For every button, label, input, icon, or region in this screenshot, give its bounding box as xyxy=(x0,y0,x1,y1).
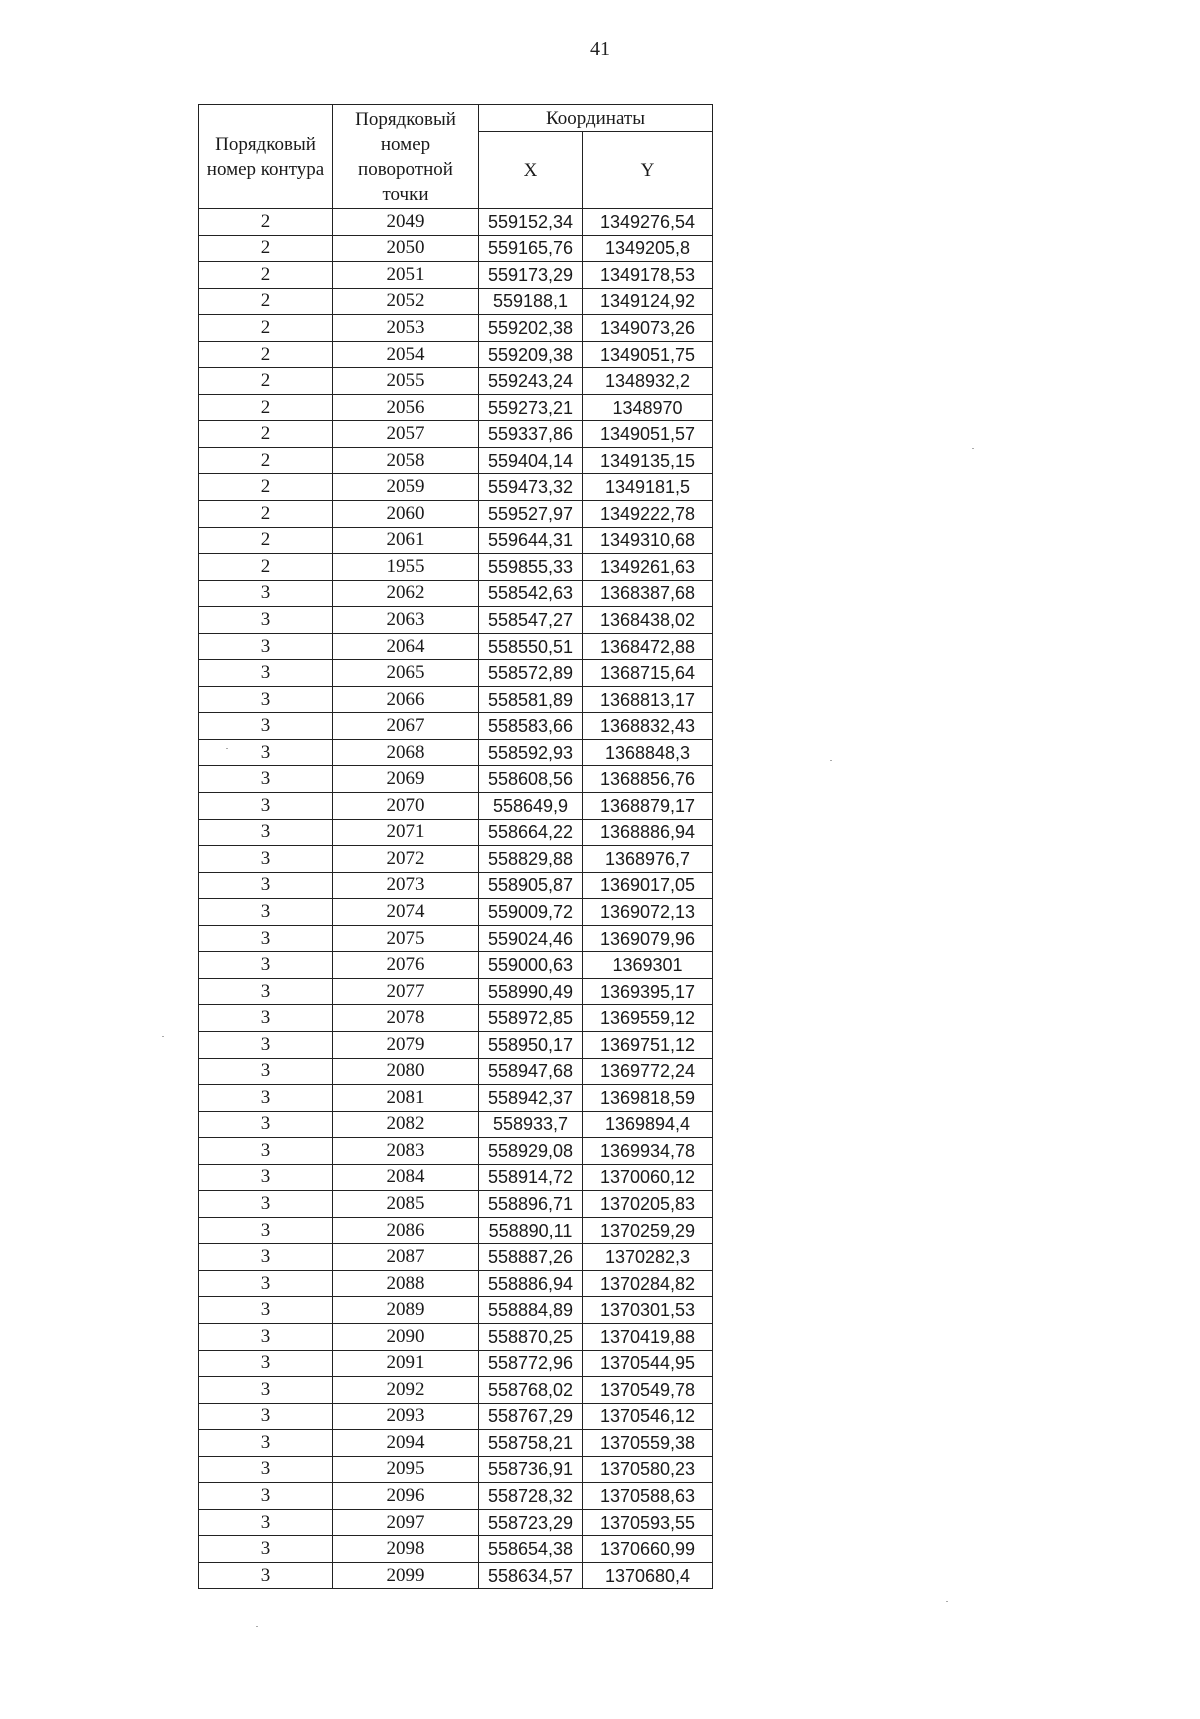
scan-speck xyxy=(972,448,974,449)
cell-y: 1348932,2 xyxy=(583,368,713,395)
cell-contour-number: 3 xyxy=(199,1297,333,1324)
table-row xyxy=(199,1164,713,1191)
cell-contour-number: 2 xyxy=(199,262,333,289)
cell-contour-number: 3 xyxy=(199,952,333,979)
cell-x: 558583,66 xyxy=(479,713,583,740)
cell-point-number: 2070 xyxy=(333,793,479,820)
cell-y: 1368848,3 xyxy=(583,739,713,766)
cell-point-number: 2071 xyxy=(333,819,479,846)
cell-point-number: 2089 xyxy=(333,1297,479,1324)
cell-x: 558723,29 xyxy=(479,1509,583,1536)
table-row xyxy=(199,209,713,236)
header-contour-number: Порядковый номер контура xyxy=(199,105,333,209)
cell-contour-number: 3 xyxy=(199,1138,333,1165)
cell-contour-number: 3 xyxy=(199,1456,333,1483)
cell-contour-number: 3 xyxy=(199,899,333,926)
cell-contour-number: 2 xyxy=(199,315,333,342)
cell-y: 1369395,17 xyxy=(583,978,713,1005)
cell-point-number: 2079 xyxy=(333,1031,479,1058)
table-row xyxy=(199,1058,713,1085)
cell-x: 558592,93 xyxy=(479,739,583,766)
table-row xyxy=(199,766,713,793)
table-row xyxy=(199,1244,713,1271)
cell-x: 558890,11 xyxy=(479,1217,583,1244)
cell-y: 1349222,78 xyxy=(583,501,713,528)
table-row xyxy=(199,1403,713,1430)
scan-speck xyxy=(226,748,228,749)
cell-y: 1368715,64 xyxy=(583,660,713,687)
cell-y: 1368438,02 xyxy=(583,607,713,634)
cell-contour-number: 3 xyxy=(199,793,333,820)
cell-y: 1370549,78 xyxy=(583,1377,713,1404)
table-row xyxy=(199,1138,713,1165)
cell-point-number: 2058 xyxy=(333,447,479,474)
cell-x: 558664,22 xyxy=(479,819,583,846)
cell-point-number: 2094 xyxy=(333,1430,479,1457)
cell-y: 1369934,78 xyxy=(583,1138,713,1165)
table-row xyxy=(199,341,713,368)
cell-y: 1370593,55 xyxy=(583,1509,713,1536)
cell-point-number: 2093 xyxy=(333,1403,479,1430)
table-row xyxy=(199,846,713,873)
cell-y: 1369894,4 xyxy=(583,1111,713,1138)
cell-x: 559473,32 xyxy=(479,474,583,501)
scan-speck xyxy=(946,1601,948,1602)
table-row xyxy=(199,1509,713,1536)
cell-x: 559173,29 xyxy=(479,262,583,289)
cell-point-number: 2062 xyxy=(333,580,479,607)
cell-point-number: 2084 xyxy=(333,1164,479,1191)
cell-point-number: 2083 xyxy=(333,1138,479,1165)
cell-point-number: 2096 xyxy=(333,1483,479,1510)
cell-x: 559000,63 xyxy=(479,952,583,979)
cell-contour-number: 3 xyxy=(199,1058,333,1085)
table-row xyxy=(199,421,713,448)
table-row xyxy=(199,501,713,528)
cell-y: 1368472,88 xyxy=(583,633,713,660)
cell-x: 558767,29 xyxy=(479,1403,583,1430)
cell-y: 1370580,23 xyxy=(583,1456,713,1483)
cell-point-number: 2049 xyxy=(333,209,479,236)
table-row xyxy=(199,262,713,289)
table-row xyxy=(199,872,713,899)
table-row xyxy=(199,952,713,979)
cell-y: 1370259,29 xyxy=(583,1217,713,1244)
cell-x: 558972,85 xyxy=(479,1005,583,1032)
cell-point-number: 2074 xyxy=(333,899,479,926)
cell-y: 1349261,63 xyxy=(583,554,713,581)
cell-contour-number: 3 xyxy=(199,1005,333,1032)
cell-y: 1349073,26 xyxy=(583,315,713,342)
cell-contour-number: 3 xyxy=(199,1191,333,1218)
cell-x: 559404,14 xyxy=(479,447,583,474)
table-header xyxy=(199,105,713,209)
cell-contour-number: 3 xyxy=(199,925,333,952)
cell-point-number: 2075 xyxy=(333,925,479,952)
table-row xyxy=(199,1085,713,1112)
cell-y: 1369751,12 xyxy=(583,1031,713,1058)
cell-x: 558947,68 xyxy=(479,1058,583,1085)
cell-contour-number: 2 xyxy=(199,474,333,501)
table-row xyxy=(199,1191,713,1218)
table-row xyxy=(199,899,713,926)
cell-point-number: 2085 xyxy=(333,1191,479,1218)
cell-y: 1370419,88 xyxy=(583,1323,713,1350)
table-row xyxy=(199,1111,713,1138)
cell-contour-number: 2 xyxy=(199,288,333,315)
cell-contour-number: 2 xyxy=(199,421,333,448)
cell-x: 558581,89 xyxy=(479,686,583,713)
cell-x: 559188,1 xyxy=(479,288,583,315)
table-row xyxy=(199,978,713,1005)
cell-point-number: 2061 xyxy=(333,527,479,554)
cell-point-number: 2056 xyxy=(333,394,479,421)
cell-contour-number: 3 xyxy=(199,607,333,634)
cell-point-number: 2088 xyxy=(333,1270,479,1297)
cell-point-number: 2065 xyxy=(333,660,479,687)
cell-contour-number: 2 xyxy=(199,527,333,554)
cell-y: 1370680,4 xyxy=(583,1562,713,1589)
cell-point-number: 2066 xyxy=(333,686,479,713)
table-row xyxy=(199,1270,713,1297)
page-number: 41 xyxy=(590,38,610,60)
cell-contour-number: 2 xyxy=(199,209,333,236)
cell-contour-number: 2 xyxy=(199,554,333,581)
cell-point-number: 2060 xyxy=(333,501,479,528)
cell-y: 1349276,54 xyxy=(583,209,713,236)
table-row xyxy=(199,1483,713,1510)
table-row xyxy=(199,394,713,421)
cell-y: 1369072,13 xyxy=(583,899,713,926)
cell-x: 559644,31 xyxy=(479,527,583,554)
cell-contour-number: 3 xyxy=(199,633,333,660)
cell-x: 558649,9 xyxy=(479,793,583,820)
header-coordinates: Координаты xyxy=(479,105,713,132)
cell-point-number: 2054 xyxy=(333,341,479,368)
cell-x: 559337,86 xyxy=(479,421,583,448)
cell-y: 1368832,43 xyxy=(583,713,713,740)
cell-x: 558950,17 xyxy=(479,1031,583,1058)
cell-x: 559202,38 xyxy=(479,315,583,342)
table-row xyxy=(199,713,713,740)
cell-x: 559009,72 xyxy=(479,899,583,926)
cell-contour-number: 3 xyxy=(199,1111,333,1138)
cell-y: 1370588,63 xyxy=(583,1483,713,1510)
cell-y: 1368886,94 xyxy=(583,819,713,846)
table-row xyxy=(199,527,713,554)
cell-point-number: 2087 xyxy=(333,1244,479,1271)
cell-y: 1370546,12 xyxy=(583,1403,713,1430)
cell-point-number: 2063 xyxy=(333,607,479,634)
table-row xyxy=(199,1217,713,1244)
cell-point-number: 2091 xyxy=(333,1350,479,1377)
table-row xyxy=(199,474,713,501)
cell-contour-number: 3 xyxy=(199,978,333,1005)
cell-contour-number: 2 xyxy=(199,341,333,368)
cell-contour-number: 3 xyxy=(199,846,333,873)
cell-point-number: 2067 xyxy=(333,713,479,740)
table-row xyxy=(199,686,713,713)
table-row xyxy=(199,447,713,474)
cell-contour-number: 2 xyxy=(199,394,333,421)
cell-x: 558736,91 xyxy=(479,1456,583,1483)
cell-point-number: 2086 xyxy=(333,1217,479,1244)
cell-y: 1368813,17 xyxy=(583,686,713,713)
table-row xyxy=(199,1350,713,1377)
cell-y: 1349051,75 xyxy=(583,341,713,368)
cell-contour-number: 3 xyxy=(199,1483,333,1510)
cell-y: 1370544,95 xyxy=(583,1350,713,1377)
cell-y: 1368856,76 xyxy=(583,766,713,793)
cell-y: 1370284,82 xyxy=(583,1270,713,1297)
cell-y: 1368976,7 xyxy=(583,846,713,873)
cell-x: 558884,89 xyxy=(479,1297,583,1324)
cell-contour-number: 2 xyxy=(199,235,333,262)
cell-contour-number: 3 xyxy=(199,1509,333,1536)
cell-x: 558905,87 xyxy=(479,872,583,899)
cell-y: 1370282,3 xyxy=(583,1244,713,1271)
cell-contour-number: 3 xyxy=(199,819,333,846)
cell-contour-number: 3 xyxy=(199,1562,333,1589)
cell-y: 1349051,57 xyxy=(583,421,713,448)
table-row xyxy=(199,580,713,607)
cell-y: 1369818,59 xyxy=(583,1085,713,1112)
cell-contour-number: 3 xyxy=(199,660,333,687)
cell-contour-number: 3 xyxy=(199,766,333,793)
cell-point-number: 2082 xyxy=(333,1111,479,1138)
cell-contour-number: 3 xyxy=(199,1031,333,1058)
cell-x: 558914,72 xyxy=(479,1164,583,1191)
cell-x: 558634,57 xyxy=(479,1562,583,1589)
table-row xyxy=(199,739,713,766)
header-turning-point-number: Порядковый номер поворотной точки xyxy=(333,105,479,209)
cell-y: 1368387,68 xyxy=(583,580,713,607)
table-row xyxy=(199,793,713,820)
cell-x: 559024,46 xyxy=(479,925,583,952)
header-y: Y xyxy=(583,132,713,209)
cell-x: 558886,94 xyxy=(479,1270,583,1297)
cell-x: 559243,24 xyxy=(479,368,583,395)
table-row xyxy=(199,1005,713,1032)
cell-point-number: 2069 xyxy=(333,766,479,793)
table-row xyxy=(199,1430,713,1457)
cell-contour-number: 3 xyxy=(199,739,333,766)
table-row xyxy=(199,660,713,687)
cell-y: 1370060,12 xyxy=(583,1164,713,1191)
cell-x: 558942,37 xyxy=(479,1085,583,1112)
cell-point-number: 2055 xyxy=(333,368,479,395)
cell-x: 558768,02 xyxy=(479,1377,583,1404)
cell-y: 1369559,12 xyxy=(583,1005,713,1032)
table-row xyxy=(199,368,713,395)
table-row xyxy=(199,819,713,846)
cell-y: 1369772,24 xyxy=(583,1058,713,1085)
cell-contour-number: 3 xyxy=(199,1536,333,1563)
cell-x: 558550,51 xyxy=(479,633,583,660)
table-row xyxy=(199,554,713,581)
cell-x: 558933,7 xyxy=(479,1111,583,1138)
cell-x: 558772,96 xyxy=(479,1350,583,1377)
cell-contour-number: 3 xyxy=(199,1244,333,1271)
cell-y: 1368879,17 xyxy=(583,793,713,820)
cell-point-number: 1955 xyxy=(333,554,479,581)
cell-point-number: 2095 xyxy=(333,1456,479,1483)
cell-point-number: 2098 xyxy=(333,1536,479,1563)
scan-speck xyxy=(162,1036,164,1037)
cell-x: 559209,38 xyxy=(479,341,583,368)
cell-y: 1370660,99 xyxy=(583,1536,713,1563)
table-row xyxy=(199,288,713,315)
cell-y: 1349178,53 xyxy=(583,262,713,289)
cell-x: 558929,08 xyxy=(479,1138,583,1165)
table-row xyxy=(199,1323,713,1350)
cell-contour-number: 3 xyxy=(199,1403,333,1430)
cell-y: 1370301,53 xyxy=(583,1297,713,1324)
cell-point-number: 2072 xyxy=(333,846,479,873)
cell-x: 558547,27 xyxy=(479,607,583,634)
cell-x: 559273,21 xyxy=(479,394,583,421)
cell-y: 1349181,5 xyxy=(583,474,713,501)
cell-x: 558654,38 xyxy=(479,1536,583,1563)
table-row xyxy=(199,1456,713,1483)
cell-x: 559165,76 xyxy=(479,235,583,262)
cell-y: 1369017,05 xyxy=(583,872,713,899)
cell-x: 558887,26 xyxy=(479,1244,583,1271)
cell-point-number: 2078 xyxy=(333,1005,479,1032)
cell-contour-number: 3 xyxy=(199,1377,333,1404)
table-row xyxy=(199,1536,713,1563)
cell-y: 1349310,68 xyxy=(583,527,713,554)
cell-contour-number: 3 xyxy=(199,872,333,899)
cell-point-number: 2092 xyxy=(333,1377,479,1404)
cell-point-number: 2077 xyxy=(333,978,479,1005)
cell-contour-number: 2 xyxy=(199,368,333,395)
cell-point-number: 2080 xyxy=(333,1058,479,1085)
cell-y: 1348970 xyxy=(583,394,713,421)
scan-speck xyxy=(256,1626,258,1627)
cell-contour-number: 3 xyxy=(199,1217,333,1244)
cell-x: 558829,88 xyxy=(479,846,583,873)
cell-point-number: 2053 xyxy=(333,315,479,342)
cell-y: 1369079,96 xyxy=(583,925,713,952)
cell-contour-number: 3 xyxy=(199,713,333,740)
cell-x: 558542,63 xyxy=(479,580,583,607)
table-row xyxy=(199,633,713,660)
cell-contour-number: 3 xyxy=(199,1164,333,1191)
cell-x: 558870,25 xyxy=(479,1323,583,1350)
cell-x: 558608,56 xyxy=(479,766,583,793)
table-row xyxy=(199,1562,713,1589)
table-row xyxy=(199,1377,713,1404)
cell-contour-number: 3 xyxy=(199,1350,333,1377)
cell-point-number: 2059 xyxy=(333,474,479,501)
cell-contour-number: 3 xyxy=(199,1430,333,1457)
cell-point-number: 2081 xyxy=(333,1085,479,1112)
header-x: X xyxy=(479,132,583,209)
table-row xyxy=(199,607,713,634)
cell-x: 559855,33 xyxy=(479,554,583,581)
cell-point-number: 2068 xyxy=(333,739,479,766)
coordinates-table xyxy=(198,104,713,1589)
cell-y: 1369301 xyxy=(583,952,713,979)
cell-x: 558728,32 xyxy=(479,1483,583,1510)
cell-x: 558572,89 xyxy=(479,660,583,687)
cell-point-number: 2073 xyxy=(333,872,479,899)
table-row xyxy=(199,1297,713,1324)
cell-y: 1349205,8 xyxy=(583,235,713,262)
cell-x: 558758,21 xyxy=(479,1430,583,1457)
cell-x: 558990,49 xyxy=(479,978,583,1005)
cell-point-number: 2090 xyxy=(333,1323,479,1350)
cell-point-number: 2052 xyxy=(333,288,479,315)
table-row xyxy=(199,235,713,262)
cell-contour-number: 3 xyxy=(199,1270,333,1297)
cell-x: 558896,71 xyxy=(479,1191,583,1218)
cell-y: 1370205,83 xyxy=(583,1191,713,1218)
cell-point-number: 2057 xyxy=(333,421,479,448)
cell-point-number: 2099 xyxy=(333,1562,479,1589)
cell-contour-number: 3 xyxy=(199,1085,333,1112)
table-row xyxy=(199,925,713,952)
cell-contour-number: 3 xyxy=(199,580,333,607)
cell-point-number: 2051 xyxy=(333,262,479,289)
cell-point-number: 2076 xyxy=(333,952,479,979)
cell-x: 559152,34 xyxy=(479,209,583,236)
cell-point-number: 2050 xyxy=(333,235,479,262)
cell-y: 1349124,92 xyxy=(583,288,713,315)
cell-contour-number: 3 xyxy=(199,686,333,713)
cell-contour-number: 2 xyxy=(199,447,333,474)
table-body xyxy=(199,209,713,1589)
table-row xyxy=(199,315,713,342)
cell-x: 559527,97 xyxy=(479,501,583,528)
cell-point-number: 2097 xyxy=(333,1509,479,1536)
scan-speck xyxy=(830,760,832,761)
cell-point-number: 2064 xyxy=(333,633,479,660)
cell-y: 1349135,15 xyxy=(583,447,713,474)
cell-contour-number: 3 xyxy=(199,1323,333,1350)
cell-y: 1370559,38 xyxy=(583,1430,713,1457)
cell-contour-number: 2 xyxy=(199,501,333,528)
table-row xyxy=(199,1031,713,1058)
